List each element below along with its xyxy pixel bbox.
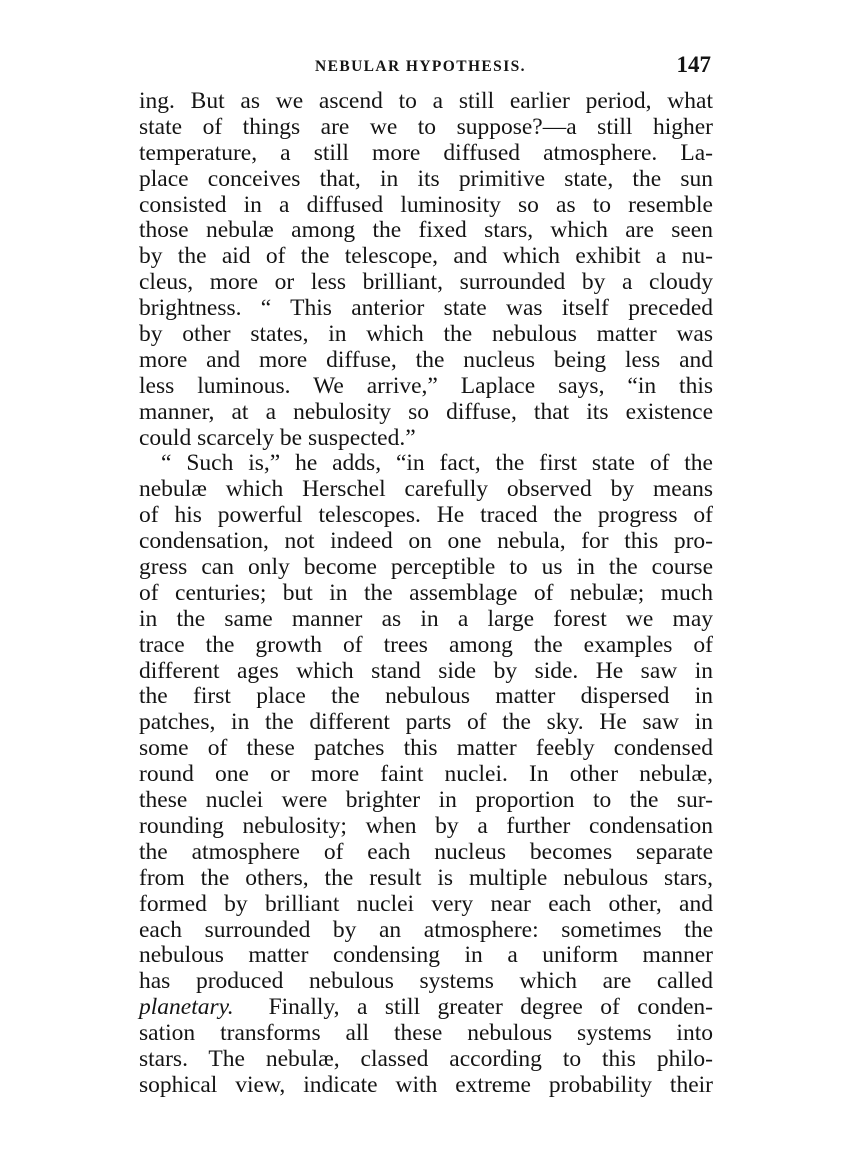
text-line: by the aid of the telescope, and which exhibit a nu- (139, 243, 713, 270)
text-line: cleus, more or less brilliant, surrounded by a cloudy (139, 269, 713, 296)
text-line: state of things are we to suppose?—a still higher (139, 113, 713, 140)
text-line: by other states, in which the nebulous matter was (139, 321, 713, 348)
running-head (139, 52, 713, 86)
text-line: sophical view, indicate with extreme probability their (139, 1071, 713, 1098)
text-line: place conceives that, in its primitive state, the sun (139, 165, 713, 192)
text-line: brightness. “ This anterior state was itself preceded (139, 295, 713, 322)
paragraph-start-line: “ Such is,” he adds, “in fact, the first state of the (161, 450, 713, 477)
text-line: the first place the nebulous matter dispersed in (139, 683, 713, 710)
text-line: formed by brilliant nuclei very near each other, and (139, 890, 713, 917)
line-remainder: Finally, a still greater degree of conden- (268, 994, 713, 1021)
text-line: of his powerful telescopes. He traced the progress of (139, 502, 713, 529)
text-line: condensation, not indeed on one nebula, for this pro- (139, 528, 713, 555)
text-line: nebulous matter condensing in a uniform manner (139, 942, 713, 969)
body-text (139, 89, 713, 1099)
text-line: different ages which stand side by side. He saw in (139, 657, 713, 684)
page-number: 147 (676, 52, 711, 77)
text-line: each surrounded by an atmosphere: sometimes the (139, 916, 713, 943)
text-line: stars. The nebulæ, classed according to this philo- (139, 1045, 713, 1072)
text-line: less luminous. We arrive,” Laplace says, “in this (139, 372, 713, 399)
text-line: has produced nebulous systems which are called (139, 968, 713, 995)
text-line: trace the growth of trees among the examples of (139, 631, 713, 658)
text-line: patches, in the different parts of the sky. He saw in (139, 709, 713, 736)
text-line: of centuries; but in the assemblage of nebulæ; much (139, 579, 713, 606)
italic-term: planetary. (139, 994, 234, 1021)
running-title: NEBULAR HYPOTHESIS. (315, 58, 526, 75)
text-line: in the same manner as in a large forest we may (139, 605, 713, 632)
text-line: round one or more faint nuclei. In other nebulæ, (139, 761, 713, 788)
text-line: those nebulæ among the fixed stars, which are seen (139, 217, 713, 244)
text-line: temperature, a still more diffused atmosphere. La- (139, 139, 713, 166)
text-line: gress can only become perceptible to us in the course (139, 554, 713, 581)
text-line: more and more diffuse, the nucleus being less and (139, 346, 713, 373)
text-line-with-italic (139, 995, 713, 1021)
text-line: sation transforms all these nebulous systems into (139, 1020, 713, 1047)
text-line: consisted in a diffused luminosity so as to resemble (139, 191, 713, 218)
text-line: ing. But as we ascend to a still earlier period, what (139, 88, 713, 114)
text-line: rounding nebulosity; when by a further condensation (139, 812, 713, 839)
text-line: some of these patches this matter feebly condensed (139, 735, 713, 762)
text-line: these nuclei were brighter in proportion to the sur- (139, 787, 713, 814)
text-line: the atmosphere of each nucleus becomes separate (139, 838, 713, 865)
text-line: nebulæ which Herschel carefully observed by means (139, 476, 713, 503)
text-line: from the others, the result is multiple nebulous stars, (139, 864, 713, 891)
text-line: manner, at a nebulosity so diffuse, that its existence (139, 398, 713, 425)
paragraph-end-line: could scarcely be suspected.” (139, 424, 416, 451)
